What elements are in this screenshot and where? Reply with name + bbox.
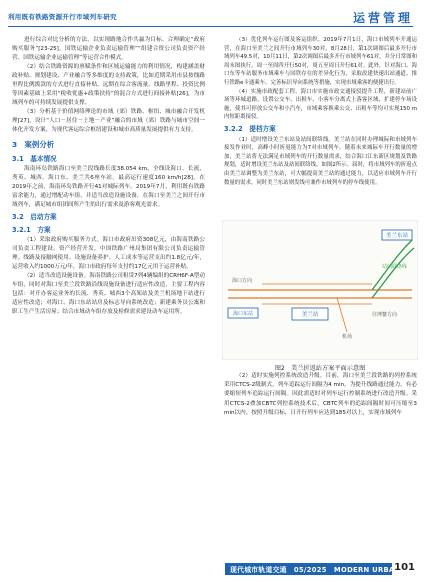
figure-caption: 图2 美兰折返站方案平面示意图 bbox=[274, 365, 366, 372]
paragraph: （1）采取政府购买服务方式。海口市政府出资308亿元，由海南铁路公司负责工程建设、资产经营开发，中国铁路广州局集团有限公司负责运输管理。线路及接触网使用、设施设备养护、人工成本等运营支出约1.8亿元/年，运营收入约1000万元/年，海口市政府每年支付约17亿元用于运营补贴。 bbox=[12, 237, 205, 271]
label-haikou-dong: 海口东站 bbox=[232, 311, 254, 317]
paragraph: 进行综合对比分析的方法，以实现路地合作共赢为目标。合理确定“政府购买服务”[23-25]，国铁运输企业负责运输管理”“组建合资公司负责资产经营、国铁运输企业运输管理”等运营合作模式。 bbox=[12, 37, 205, 61]
label-meilan: 美兰站 bbox=[301, 312, 319, 318]
station-layout-figure bbox=[222, 220, 418, 360]
paragraph: 海南环岛铁路海口至美兰段线路长度38.054 km，全线设海口、长流、秀英、城西、海口东、美兰共6座车站。最高运行速度160 km/h[28]。在2019年之前，海南环岛铁路开行41对城际列车。2019年7月，利用既有铁路富余能力，通过增配动车组、并适当改造设施设备，在海口至美兰之间开行市域列车，满足城市组团间所产生的出行需求及游客观光需求。 bbox=[12, 166, 205, 209]
label-meilan-dong: 美兰东站 bbox=[385, 233, 409, 239]
subsection-heading: 3.2 启动方案 bbox=[12, 213, 57, 222]
section-heading: 3 案例分析 bbox=[12, 140, 55, 149]
paragraph: （3）分析基于价值网络理论的市域（郊）铁路、枢纽、城市融合开发机理[27]，设计“人口－居住－土地－产业”融合的市域（郊）铁路与城市空间一体化开发方案，为现代客运综合枢纽建设和城市高质量发展提供有力支持。 bbox=[12, 109, 205, 133]
footer bbox=[0, 557, 427, 582]
paragraph: （2）适当改造设施设备。海南铁路公司租赁7列4辆编组的CRH6F-A型动车组，同时对海口至美兰段铁路沿线设施设备进行适应性改造，主要工程内容包括：对开办客运业务的长流、秀英、城西3个高架站及美兰机场地下站进行适应性改造；对海口、海口东站站房及标志导向系统改造；新建乘务员公寓和职工生产生活房屋；结合市域动车组存放及检修需求建设动车运用所。 bbox=[12, 273, 205, 316]
header-band bbox=[0, 0, 427, 36]
paragraph: （4）实施市政配套工程。海口市实施市政交通接驳提升工程，新建站前广场等环城道路，设置公交车、出租车、小客车分离式上落客区域，扩建停车场设施，使其可停放公交车和小汽车，市域乘客换乘公交、出租车等均可实现150 m内短距离接驳。 bbox=[224, 88, 417, 121]
journal-title: 现代城市轨道交通 05/2025 MODERN URBAN TRANSIT bbox=[230, 566, 401, 582]
subsubsection-heading: 3.2.1 方案 bbox=[12, 225, 51, 234]
paragraph: （2）结合铁路资源的禀赋条件和区域运输能力的利用情况，构建涵盖财政补贴、规划建设、产业融合等多维度的支持政策，比如近期采用市县按线路里程比例拨款的方式进行直接补贴，远期在综合客流量、线路里程、投资比例等因素基础上采用“税收优惠+政策扶持”的混合方式进行间接补贴[26]，为市域列车的可持续发展提供支撑。 bbox=[12, 64, 205, 106]
section-title: 运营管理 bbox=[352, 11, 413, 25]
paragraph: （3）优化列车运行图及客运组织。2019年7月1日，海口市域列车开通运营，在海口至美兰之间开行市域列车30对，8月28日，第1次调图后最多开行市域列车49.5对，10月11日，第2次调图后最多开行市域列车61对，并分日常图和周末图执行，周一至周四开行50对，周五至周日开行61对。此外，针对海口、海口东等车站服务市域乘车与国铁存在的差异化行为，采取改建快速出站通道、推行铁路e卡通乘车、完善标识导向系统等措施，实现市域乘客的便捷出行。 bbox=[224, 37, 417, 86]
subsubsection-heading: 3.2.2 提档方案 bbox=[224, 124, 276, 133]
running-title: 利用既有铁路资源开行市域列车研究 bbox=[8, 13, 117, 21]
label-to-haikou: 海口方向 bbox=[232, 278, 253, 284]
paragraph: （1）适时增设美兰东站及站间联络线。美兰站在同时办理城际和市域列车接发作业时，高峰小时折返能力为7对市域列车。随着未来城际车开行数量的增加，美兰站将无法满足市域列车的开行数量需求，结合海口江东新区规划及铁路规划，适时增设美兰东站及站间联络线，如图2所示。届时，将市域列车的折返点由美兰站调整为美兰东站，可大幅提高美兰站的通过能力，以适应市域列车开行数量的需求，同时美兰东站则发线可兼作市域列车的停车线使用。 bbox=[224, 136, 417, 186]
right-column bbox=[224, 36, 417, 187]
left-column bbox=[12, 36, 205, 317]
right-column-lower bbox=[224, 372, 417, 418]
page-number: 101 bbox=[394, 562, 415, 573]
label-to-airport: 机场 bbox=[342, 334, 353, 340]
label-to-beijing: 往博鳌方向 bbox=[372, 312, 398, 318]
subsection-heading: 3.1 基本情况 bbox=[12, 154, 57, 163]
paragraph: （2）适时实施列控系统改造升级。目前，海口至美兰段铁路的列控系统采用CTCS-2级制式，列车追踪运行间隔为4 min，为提升线路通过能力，有必要缩短列车追踪运行间隔。因此需适时对列车运行控制系统进行改造升级。采用CTCS-2叠加CBTC列控系统技术后，CBTC列车的追踪间隔时间可压缩至3 min以内。按照升级目标，日开行列车应达到185对以上，实现市域列车 bbox=[224, 373, 417, 416]
station-layout-diagram bbox=[222, 220, 418, 360]
header-rule bbox=[8, 26, 413, 27]
label-liaison: 站间联络线 bbox=[382, 264, 408, 270]
